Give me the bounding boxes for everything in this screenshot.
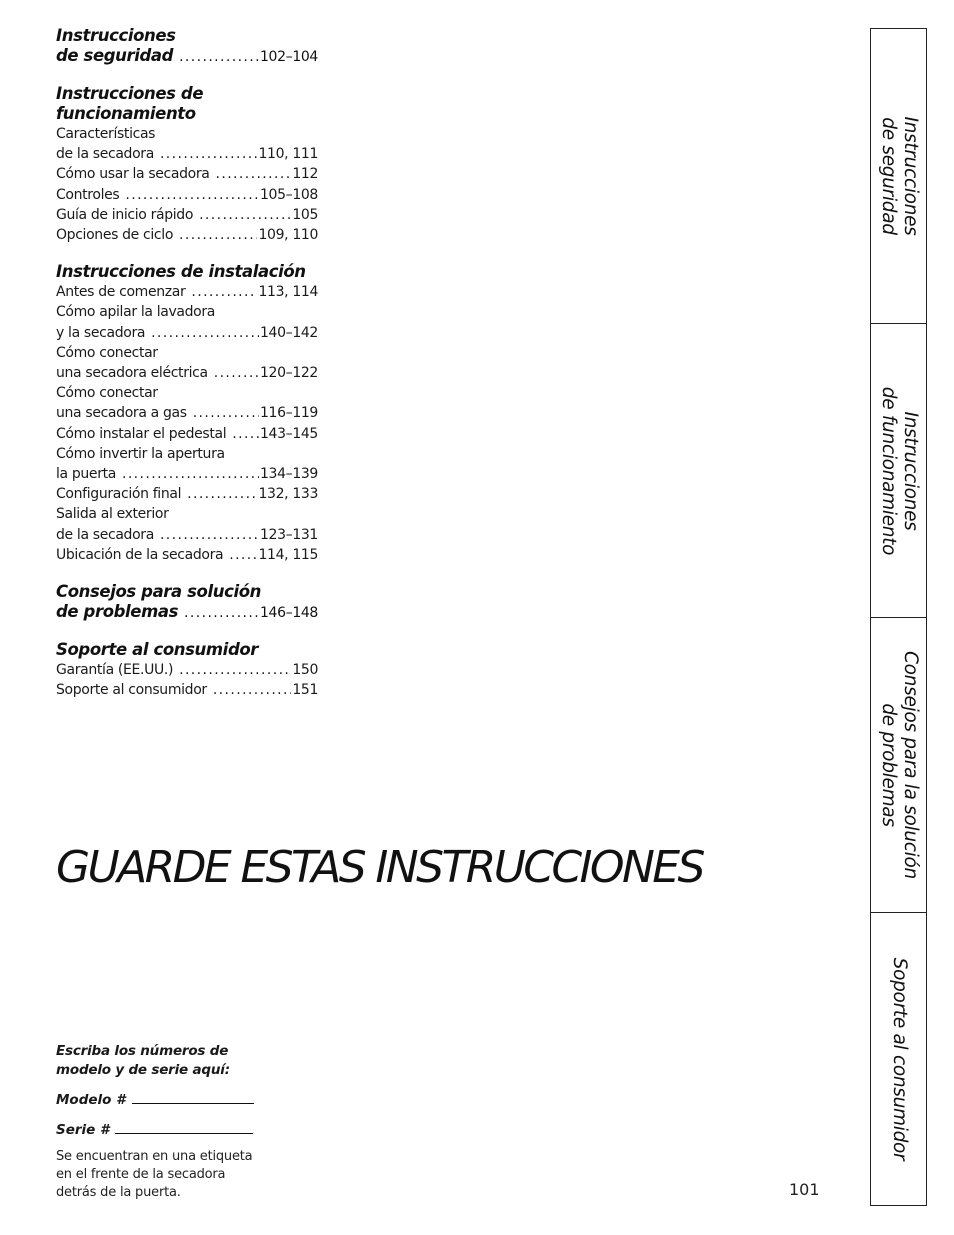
page-ref: 146–148 — [260, 605, 318, 622]
tab-label-line: de funcionamiento — [877, 386, 899, 555]
dot-leader — [229, 545, 257, 565]
page-ref: 150 — [292, 662, 318, 679]
toc-entry-consumer-support[interactable] — [56, 680, 318, 700]
tab-label-line: Soporte al consumidor — [888, 957, 910, 1161]
toc-entry-features[interactable] — [56, 124, 318, 164]
toc-section-safety — [56, 26, 318, 67]
page-ref: 110, 111 — [258, 146, 318, 163]
toc-entry-cycle-options[interactable] — [56, 225, 318, 245]
tab-safety[interactable] — [871, 29, 926, 324]
dot-leader — [184, 603, 259, 623]
toc-entry-warranty[interactable] — [56, 660, 318, 680]
dot-leader — [179, 47, 259, 67]
page-ref: 102–104 — [260, 49, 318, 65]
toc-entry-controls[interactable] — [56, 185, 318, 205]
page-ref: 109, 110 — [258, 227, 318, 244]
page-ref: 105–108 — [260, 186, 318, 203]
note-line: Se encuentran en una etiqueta — [56, 1149, 253, 1164]
toc-section-support — [56, 640, 318, 700]
entry-text: Configuración final — [56, 486, 182, 503]
tab-support[interactable] — [871, 913, 926, 1205]
toc-section-operating — [56, 84, 318, 245]
page-ref: 151 — [292, 682, 318, 699]
entry-text: la puerta — [56, 466, 116, 483]
entry-text: Controles — [56, 186, 120, 203]
serial-number-field — [56, 1119, 296, 1140]
page-ref: 134–139 — [260, 466, 318, 483]
page-ref: 120–122 — [260, 365, 318, 382]
tab-label-line: Instrucciones — [899, 116, 921, 236]
dot-leader — [160, 144, 258, 164]
page-ref: 132, 133 — [258, 486, 318, 503]
entry-text: Cómo conectar — [56, 385, 158, 402]
page-number: 101 — [789, 1180, 820, 1199]
tab-label — [877, 116, 921, 235]
toc-entry-location[interactable] — [56, 545, 318, 565]
section-tabs — [870, 28, 927, 1206]
entry-text: y la secadora — [56, 324, 146, 341]
page-ref: 113, 114 — [258, 284, 318, 301]
page-ref: 123–131 — [260, 526, 318, 543]
dot-leader — [199, 205, 291, 225]
toc-heading-line: de problemas — [56, 602, 179, 622]
toc-entry-door[interactable] — [56, 444, 318, 484]
toc-heading-line: de seguridad — [56, 46, 174, 65]
page-ref: 116–119 — [260, 405, 318, 422]
dot-leader — [160, 525, 259, 545]
dot-leader — [179, 660, 291, 680]
dot-leader — [125, 185, 259, 205]
toc-heading-operating[interactable]: Instrucciones de funcionamiento — [56, 84, 204, 123]
toc-entry-before[interactable] — [56, 282, 318, 302]
toc-entry-final[interactable] — [56, 484, 318, 504]
tab-operating[interactable] — [871, 324, 926, 618]
toc-entry-how-to-use[interactable] — [56, 164, 318, 184]
entry-text: Antes de comenzar — [56, 284, 186, 301]
table-of-contents — [56, 26, 318, 717]
toc-heading-troubleshooting[interactable] — [56, 582, 318, 623]
toc-heading-safety[interactable] — [56, 26, 318, 67]
entry-text: de la secadora — [56, 526, 154, 543]
entry-text: de la secadora — [56, 146, 154, 163]
entry-text: Características — [56, 126, 156, 142]
dot-leader — [213, 680, 292, 700]
page-ref: 105 — [292, 206, 318, 223]
entry-text: Garantía (EE.UU.) — [56, 662, 174, 679]
toc-entry-stack[interactable] — [56, 302, 318, 342]
entry-text: Cómo conectar — [56, 344, 158, 361]
page-ref: 140–142 — [260, 324, 318, 341]
dot-leader — [191, 282, 257, 302]
dot-leader — [214, 363, 259, 383]
label-location-note — [56, 1148, 296, 1202]
page-ref: 112 — [292, 166, 318, 183]
dot-leader — [216, 164, 292, 184]
toc-entry-quick-start[interactable] — [56, 205, 318, 225]
dot-leader — [187, 484, 257, 504]
model-number-blank — [132, 1089, 254, 1104]
serial-number-blank — [115, 1119, 253, 1134]
record-prompt — [56, 1042, 296, 1080]
dot-leader — [193, 403, 259, 423]
entry-text: Ubicación de la secadora — [56, 546, 224, 563]
entry-text: Cómo invertir la apertura — [56, 445, 225, 462]
toc-section-troubleshooting — [56, 582, 318, 623]
serial-number-label: Serie # — [56, 1122, 110, 1138]
model-number-field — [56, 1089, 296, 1110]
tab-label-line: de problemas — [877, 703, 899, 827]
entry-text: Guía de inicio rápido — [56, 206, 194, 223]
dot-leader — [151, 323, 259, 343]
tab-troubleshooting[interactable] — [871, 618, 926, 913]
dot-leader — [122, 464, 259, 484]
record-prompt-line: Escriba los números de — [56, 1043, 229, 1059]
dot-leader — [179, 225, 257, 245]
record-prompt-line: modelo y de serie aquí: — [56, 1062, 230, 1078]
tab-label-line: de seguridad — [877, 117, 899, 235]
tab-label — [888, 958, 910, 1161]
entry-text: Cómo instalar el pedestal — [56, 425, 227, 442]
model-number-label: Modelo # — [56, 1092, 126, 1108]
toc-entry-electric[interactable] — [56, 343, 318, 383]
toc-entry-exhaust[interactable] — [56, 504, 318, 544]
entry-text: una secadora eléctrica — [56, 365, 208, 382]
tab-label — [877, 651, 921, 879]
entry-text: una secadora a gas — [56, 405, 187, 422]
page-ref: 143–145 — [260, 425, 318, 442]
tab-label — [877, 386, 921, 554]
toc-heading-line: Instrucciones — [56, 26, 176, 45]
entry-text: Salida al exterior — [56, 506, 169, 523]
model-serial-record — [56, 1042, 296, 1202]
note-line: detrás de la puerta. — [56, 1185, 181, 1200]
toc-heading-line: Consejos para solución — [56, 582, 261, 602]
entry-text: Cómo usar la secadora — [56, 166, 210, 183]
tab-label-line: Consejos para la solución — [899, 651, 921, 879]
entry-text: Opciones de ciclo — [56, 227, 174, 244]
entry-text: Soporte al consumidor — [56, 682, 207, 699]
dot-leader — [232, 424, 259, 444]
toc-heading-support[interactable]: Soporte al consumidor — [56, 640, 259, 660]
page-ref: 114, 115 — [258, 546, 318, 563]
tab-label-line: Instrucciones — [899, 410, 921, 531]
toc-entry-gas[interactable] — [56, 383, 318, 423]
note-line: en el frente de la secadora — [56, 1167, 226, 1182]
toc-heading-installation[interactable]: Instrucciones de instalación — [56, 262, 306, 282]
toc-section-installation — [56, 262, 318, 565]
toc-entry-pedestal[interactable] — [56, 424, 318, 444]
save-instructions-banner: GUARDE ESTAS INSTRUCCIONES — [56, 842, 703, 893]
entry-text: Cómo apilar la lavadora — [56, 304, 216, 321]
